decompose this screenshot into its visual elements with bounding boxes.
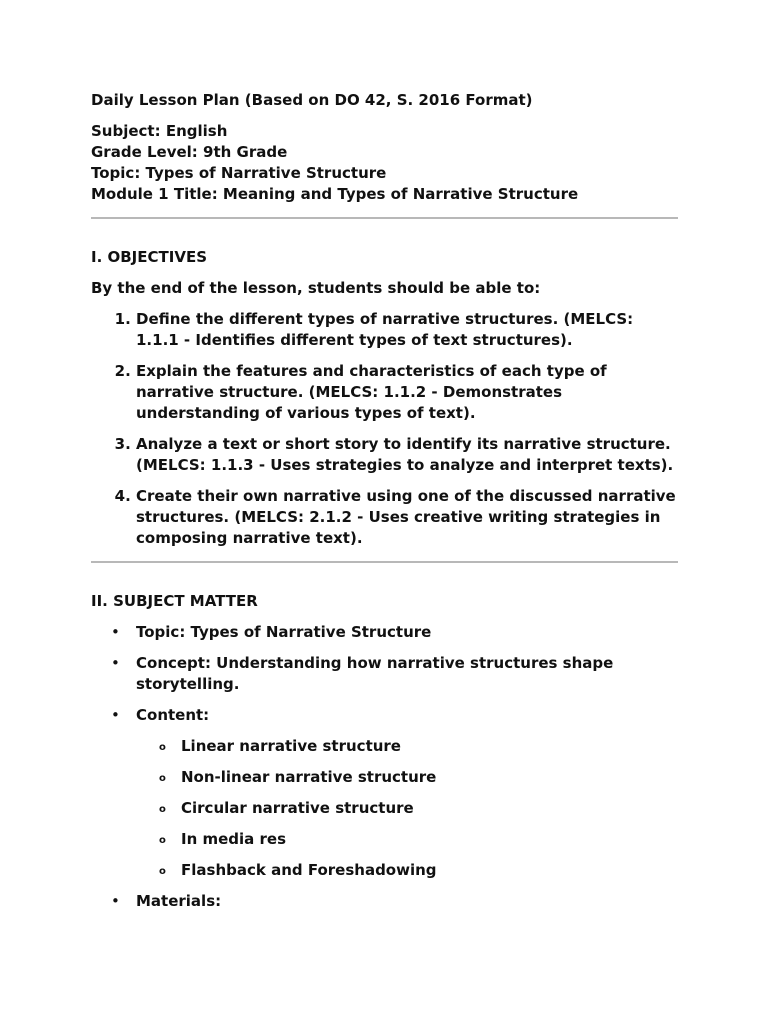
bullet-icon: • xyxy=(111,706,120,724)
content-item: Linear narrative structure xyxy=(181,737,401,755)
document-title: Daily Lesson Plan (Based on DO 42, S. 2016 Format) xyxy=(91,91,533,109)
list-item xyxy=(91,705,678,881)
circle-bullet-icon: o xyxy=(159,804,166,815)
sublist-item xyxy=(136,736,678,757)
bullet-icon: • xyxy=(111,892,120,910)
sublist-item xyxy=(136,798,678,819)
sublist-item xyxy=(136,860,678,881)
section-divider xyxy=(91,217,678,219)
sublist-item xyxy=(136,767,678,788)
subject-line: Subject: English xyxy=(91,122,228,140)
bullet-icon: • xyxy=(111,623,120,641)
objective-item: 2. Explain the features and characteristics of each type of narrative structure. (MELCS: 1.1.2 - Demonstrates understanding of various types of text). xyxy=(136,361,678,424)
content-item: Non-linear narrative structure xyxy=(181,768,437,786)
objective-item: 1. Define the different types of narrative structures. (MELCS: 1.1.1 - Identifies different types of text structures). xyxy=(136,309,678,351)
list-item xyxy=(91,622,678,643)
circle-bullet-icon: o xyxy=(159,742,166,753)
content-item: Circular narrative structure xyxy=(181,799,414,817)
objectives-intro: By the end of the lesson, students should be able to: xyxy=(91,279,541,297)
list-item xyxy=(91,891,678,912)
objectives-heading: I. OBJECTIVES xyxy=(91,248,207,266)
content-label: Content: xyxy=(136,706,210,724)
content-item: Flashback and Foreshadowing xyxy=(181,861,437,879)
content-item: In media res xyxy=(181,830,287,848)
grade-level-line: Grade Level: 9th Grade xyxy=(91,143,288,161)
subject-concept: Concept: Understanding how narrative structures shape storytelling. xyxy=(136,654,614,693)
lesson-plan-content xyxy=(91,90,678,922)
module-title-line: Module 1 Title: Meaning and Types of Narrative Structure xyxy=(91,185,579,203)
materials-label: Materials: xyxy=(136,892,222,910)
objectives-list xyxy=(91,309,678,549)
bullet-icon: • xyxy=(111,654,120,672)
content-sublist xyxy=(136,736,678,881)
subject-matter-list xyxy=(91,622,678,912)
circle-bullet-icon: o xyxy=(159,773,166,784)
section-divider xyxy=(91,561,678,563)
subject-matter-heading: II. SUBJECT MATTER xyxy=(91,592,258,610)
objective-item: 3. Analyze a text or short story to identify its narrative structure. (MELCS: 1.1.3 - Uses strategies to analyze and interpret texts). xyxy=(136,434,678,476)
sublist-item xyxy=(136,829,678,850)
list-item xyxy=(91,653,678,695)
objective-item: 4. Create their own narrative using one of the discussed narrative structures. (MELCS: 2.1.2 - Uses creative writing strategies in composing narrative text). xyxy=(136,486,678,549)
circle-bullet-icon: o xyxy=(159,866,166,877)
topic-line: Topic: Types of Narrative Structure xyxy=(91,164,387,182)
circle-bullet-icon: o xyxy=(159,835,166,846)
subject-topic: Topic: Types of Narrative Structure xyxy=(136,623,432,641)
